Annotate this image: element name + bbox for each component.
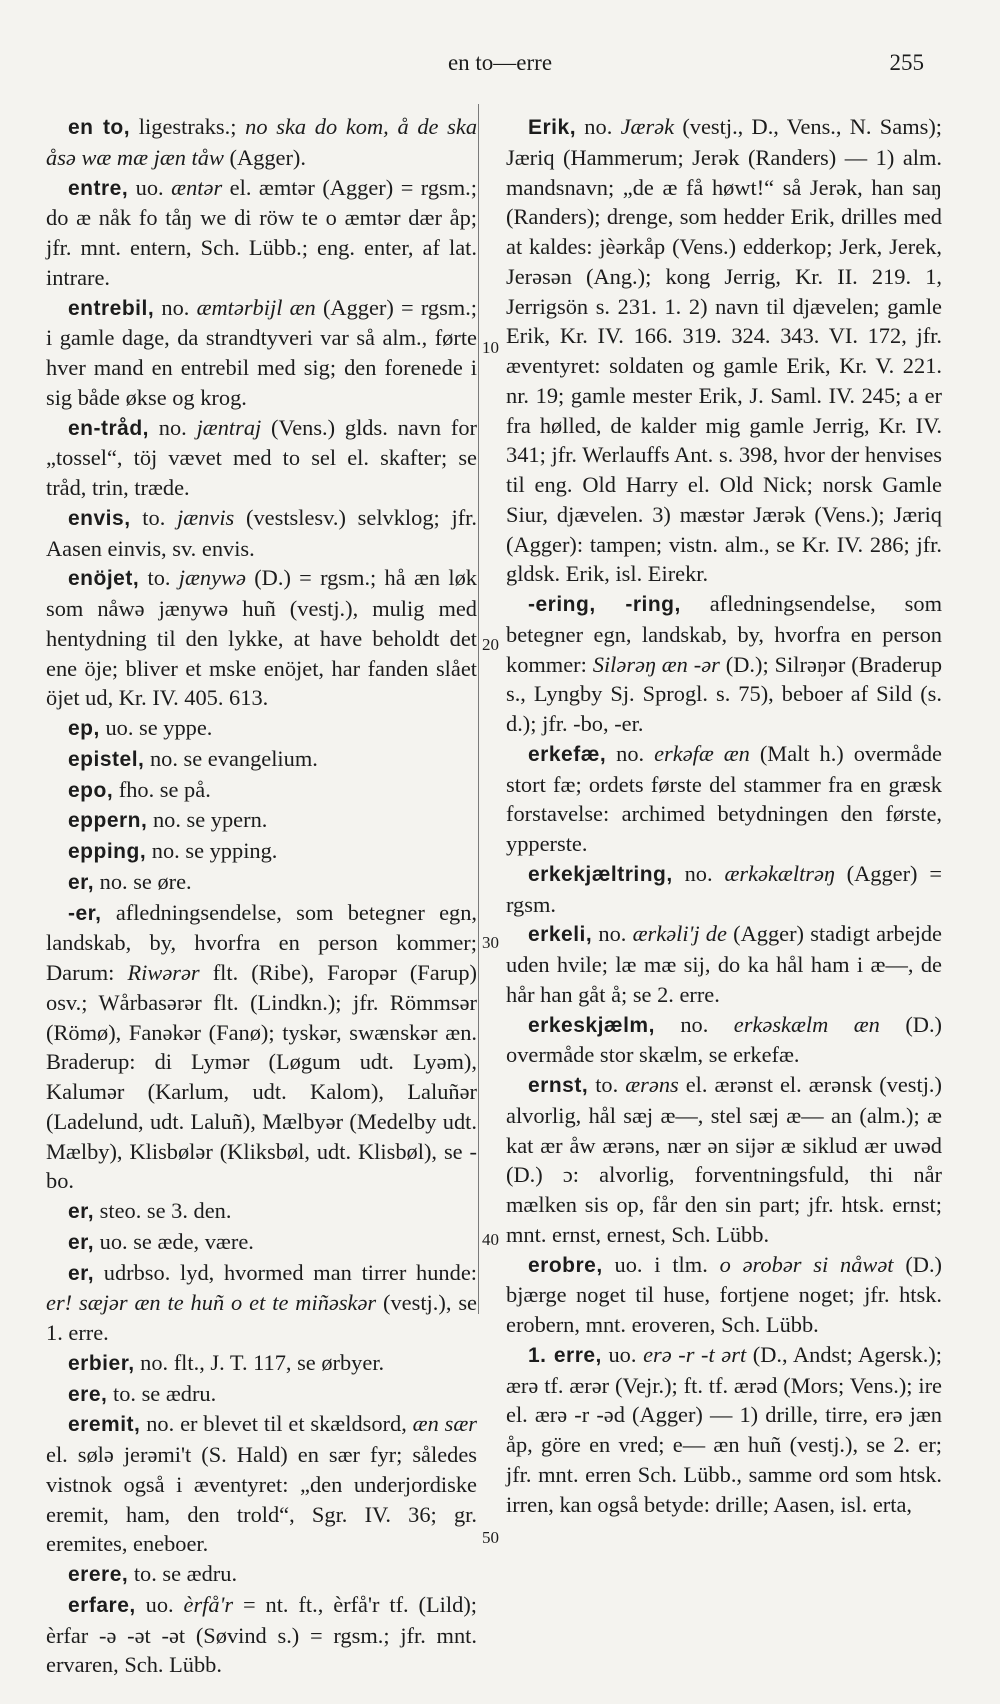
- entry-dialect-form: ærkəli'j de: [632, 921, 727, 947]
- dictionary-entry: [46, 173, 477, 293]
- entry-text: no. se ypping.: [146, 838, 278, 863]
- entry-text: (D.) = rgsm.; hå æn løk som nåwə jænywə huñ (vestj.), mulig med hentydning til den lykke, at have beholdt det ene öje; bliver et mske enöjet, har fanden slået öjet ud, Kr. IV. 405. 613.: [46, 565, 477, 711]
- entry-dialect-form: erkəfæ æn: [654, 740, 750, 766]
- entry-headword: erbier,: [68, 1351, 135, 1375]
- left-column: [46, 112, 477, 1680]
- entry-headword: erfare,: [68, 1593, 136, 1617]
- line-number-30: 30: [482, 933, 499, 952]
- dictionary-entry: [46, 898, 477, 1197]
- entry-text: no.: [154, 294, 197, 320]
- right-column: [506, 112, 942, 1519]
- entry-dialect-form: Jærək: [620, 114, 675, 139]
- entry-headword: er,: [68, 1261, 95, 1285]
- entry-headword: erobre,: [528, 1253, 603, 1277]
- entry-dialect-form: æn sær: [412, 1411, 477, 1437]
- entry-headword: er,: [68, 1230, 95, 1254]
- entry-text: udrbso. lyd, hvormed man tirrer hunde:: [94, 1259, 477, 1285]
- entry-dialect-form: èrfå'r: [183, 1591, 234, 1617]
- entry-headword: erkeskjælm,: [528, 1013, 655, 1037]
- entry-dialect-form: jænvis: [177, 504, 235, 530]
- entry-text: (vestj., D., Vens., N. Sams); Jæriq (Hammerum; Jerək (Randers) — 1) alm. mandsnavn; „de æ få høwt!“ så Jerək, han saŋ (Randers); drenge, som hedder Erik, drilles med at kaldes: jèərkåp (Vens.) edderkop; Jerk, Jerek, Jerəsən (Ang.); kong Jerrig, Kr. II. 219. 1, Jerrigsön s. 231. 1. 2) navn til djævelen; gamle Erik, Kr. IV. 166. 319. 324. 343. VI. 172, jfr. æventyret: soldaten og gamle Erik, Kr. V. 221. nr. 19; gamle mester Erik, J. Saml. IV. 245; a er fra hølled, de kalder mig gamle Jerrig, Kr. IV. 341; jfr. Werlauffs Ant. s. 398, hvor der henvises til eng. Old Harry el. Old Nick; norsk Gamle Siur, djævelen. 3) mæstər Jærək (Vens.); Jæriq (Agger): tampen; vistn. alm., se Kr. IV. 286; jfr. gldsk. Erik, isl. Eirekr.: [506, 114, 943, 587]
- running-head-title: en to—erre: [447, 50, 553, 75]
- entry-text: el. sølə jerəmi't (S. Hald) en sær fyr; således vistnok også i æventyret: „den underjordiske eremit, ham, den trold“, Sgr. IV. 36; gr. eremites, eneboer.: [46, 1442, 477, 1557]
- entry-dialect-form: Silərəŋ æn -ər: [592, 651, 720, 677]
- entry-dialect-form: ærkəkæltrəŋ: [724, 860, 835, 886]
- dictionary-entry: [46, 1258, 477, 1348]
- entry-text: no.: [592, 921, 633, 947]
- dictionary-entry: [506, 1010, 942, 1071]
- entry-headword: 1. erre,: [528, 1343, 602, 1367]
- line-number-40: 40: [482, 1230, 499, 1249]
- entry-text: to. se ædru.: [128, 1561, 238, 1586]
- entry-headword: envis,: [68, 506, 131, 530]
- entry-text: (D.) overmåde stor skælm, se erkefæ.: [506, 1011, 942, 1068]
- entry-text: (Agger) stadigt arbejde uden hvile; læ mæ sij, do ka hål ham i æ—, de hår han gåt å; se 2. erre.: [506, 921, 942, 1007]
- entry-headword: entrebil,: [68, 296, 155, 320]
- dictionary-entry: [46, 1348, 477, 1379]
- entry-headword: ernst,: [528, 1074, 589, 1097]
- dictionary-entry: [46, 293, 477, 413]
- dictionary-entry: [46, 1409, 477, 1559]
- entry-dialect-form: erə -r -t ərt: [643, 1341, 747, 1367]
- entry-text: no.: [576, 114, 621, 139]
- dictionary-entry: [46, 805, 477, 836]
- entry-text: uo. se yppe.: [99, 715, 213, 740]
- entry-text: uo. se æde, være.: [94, 1228, 254, 1254]
- entry-dialect-form: o ərobər si nåwət: [719, 1251, 894, 1277]
- line-number-50: 50: [482, 1528, 499, 1547]
- entry-headword: epping,: [68, 840, 147, 863]
- entry-text: no. se evangelium.: [144, 745, 318, 771]
- entry-headword: eremit,: [68, 1413, 141, 1437]
- dictionary-entry: [46, 744, 477, 775]
- entry-headword: Erik,: [528, 116, 577, 139]
- entry-dialect-form: æntər: [171, 174, 223, 200]
- entry-text: (Vens.) glds. navn for „tossel“, töj vævet med to sel el. skafter; se tråd, trin, træde.: [46, 414, 477, 500]
- dictionary-entry: [46, 563, 477, 713]
- entry-text: el. ærənst el. ærənsk (vestj.) alvorlig, hål sæj æ—, stel sæj æ— an (alm.); æ kat ær åw ærəns, nær ən sijər æ siklud ær uwəd (D.) ɔ: alvorlig, forventningsfuld, thi når mælken sis op, får den sin part; jfr. htsk. ernst; mnt. ernst, ernest, Sch. Lübb.: [506, 1072, 942, 1247]
- entry-headword: ere,: [68, 1382, 108, 1406]
- entry-text: to.: [139, 565, 179, 591]
- entry-text: (Agger) = rgsm.: [506, 860, 942, 917]
- entry-headword: epo,: [68, 778, 114, 802]
- entry-headword: en-tråd,: [68, 416, 150, 440]
- entry-headword: enöjet,: [68, 567, 140, 591]
- entry-dialect-form: jænywə: [178, 565, 246, 591]
- entry-headword: erkefæ,: [528, 742, 607, 766]
- entry-headword: er,: [68, 1200, 95, 1223]
- entry-text: no.: [654, 1011, 734, 1037]
- dictionary-entry: [46, 1227, 477, 1258]
- entry-dialect-form: ærəns: [625, 1072, 679, 1097]
- entry-text: (vestj.), se 1. erre.: [46, 1290, 477, 1345]
- entry-headword: -ering, -ring,: [528, 593, 681, 616]
- line-number-10: 10: [482, 338, 499, 357]
- entry-headword: en to,: [68, 116, 131, 139]
- entry-headword: entre,: [68, 176, 129, 200]
- entry-text: no. se øre.: [94, 868, 192, 894]
- entry-text: (Agger) = rgsm.; i gamle dage, da strandtyveri var så alm., førte hver mand en entrebil med sig; den forenede i sig både økse og krog.: [46, 294, 478, 410]
- entry-headword: epistel,: [68, 747, 145, 771]
- entry-text: uo.: [135, 1591, 184, 1617]
- page-number: 255: [889, 50, 924, 75]
- entry-text: flt. (Ribe), Faropər (Farup) osv.; Wårbasərər flt. (Lindkn.); jfr. Römmsər (Römø), Fanəkər (Fanø); tyskər, swænskər æn. Braderup: di Lymər (Løgum udt. Lyəm), Kalumər (Karlum, udt. Kalom), Laluñər (Ladelund, udt. Laluñ), Mælbyər (Medelby udt. Mælby), Klisbølər (Kliksbøl, udt. Klisbøl), se -bo.: [46, 960, 478, 1194]
- dictionary-entry: [46, 503, 477, 564]
- dictionary-entry: [46, 867, 477, 898]
- entry-dialect-form: er! sæjər æn te huñ o et te miñəskər: [46, 1290, 377, 1316]
- dictionary-entry: [506, 739, 942, 859]
- entry-text: = nt. ft., èrfå'r tf. (Lild); èrfar -ə -ət -ət (Søvind s.) = rgsm.; jfr. mnt. ervaren, Sch. Lübb.: [46, 1591, 477, 1678]
- dictionary-entry: [46, 1590, 477, 1680]
- entry-headword: eppern,: [68, 809, 148, 833]
- entry-text: uo.: [128, 174, 172, 200]
- entry-text: afledningsendelse, som betegner egn, landskab, by, hvorfra en person kommer; Darum:: [46, 899, 477, 985]
- line-number-20: 20: [482, 635, 499, 654]
- dictionary-entry: [506, 112, 942, 589]
- dictionary-entry: [46, 775, 477, 806]
- entry-text: no. flt., J. T. 117, se ørbyer.: [134, 1349, 385, 1375]
- entry-text: (vestslesv.) selvklog; jfr. Aasen einvis, sv. envis.: [46, 504, 477, 561]
- entry-text: uo.: [601, 1341, 644, 1367]
- entry-dialect-form: erkəskælm æn: [733, 1011, 880, 1037]
- entry-text: (D., Andst; Agersk.); ærə tf. ærər (Vejr.); ft. tf. ærəd (Mors; Vens.); ire el. ærə -r -əd (Agger) — 1) drille, tirre, erə jæn åp, göre en vred; e— æn huñ (vestj.), se 2. er; jfr. mnt. erren Sch. Lübb., samme ord som htsk. irren, kan også betyde: drille; Aasen, isl. erta,: [506, 1341, 942, 1517]
- entry-headword: ep,: [68, 717, 100, 740]
- entry-text: (D.) bjærge noget til huse, fortjene noget; jfr. htsk. erobern, mnt. eroveren, Sch. Lübb.: [506, 1251, 943, 1337]
- entry-text: afledningsendelse, som betegner egn, landskab, by, hvorfra en person kommer:: [506, 591, 942, 677]
- entry-text: (Agger).: [223, 144, 306, 170]
- dictionary-entry: [46, 112, 477, 173]
- entry-dialect-form: jæntraj: [196, 414, 262, 440]
- entry-headword: -er,: [68, 901, 102, 925]
- entry-text: fho. se på.: [113, 776, 211, 802]
- entry-text: el. æmtər (Agger) = rgsm.; do æ nåk fo tåŋ we di röw te o æmtər dær åp; jfr. mnt. entern, Sch. Lübb.; eng. enter, af lat. intrare.: [46, 174, 478, 290]
- dictionary-entry: [506, 1340, 942, 1520]
- dictionary-entry: [46, 836, 477, 867]
- entry-text: uo. i tlm.: [602, 1251, 720, 1277]
- entry-text: no.: [606, 740, 655, 766]
- dictionary-entry: [46, 413, 477, 503]
- entry-text: to.: [588, 1072, 626, 1097]
- dictionary-entry: [46, 713, 477, 744]
- entry-text: no. er blevet til et skældsord,: [140, 1411, 413, 1437]
- entry-dialect-form: æmtərbijl æn: [196, 294, 316, 320]
- entry-text: steo. se 3. den.: [94, 1198, 232, 1223]
- entry-text: (D.); Silrəŋər (Braderup s., Lyngby Sj. Sprogl. s. 75), beboer af Sild (s. d.); jfr. -bo, -er.: [506, 651, 943, 736]
- dictionary-entry: [46, 1196, 477, 1227]
- entry-headword: erkeli,: [528, 923, 593, 947]
- column-divider: [478, 104, 479, 1314]
- entry-dialect-form: Riwərər: [127, 960, 200, 985]
- entry-text: (Malt h.) overmåde stort fæ; ordets første del stammer fra en græsk forstavelse: archimed betydningen den første, ypperste.: [506, 740, 942, 856]
- dictionary-entry: [506, 919, 942, 1009]
- dictionary-entry: [506, 1250, 942, 1340]
- entry-headword: er,: [68, 870, 95, 894]
- entry-text: no. se ypern.: [147, 807, 268, 833]
- entry-dialect-form: no ska do kom, å de ska åsə wæ mæ jæn tåw: [46, 114, 478, 170]
- entry-text: ligestraks.;: [130, 114, 246, 139]
- dictionary-entry: [46, 1379, 477, 1410]
- entry-text: to. se ædru.: [107, 1380, 217, 1406]
- entry-text: no.: [149, 414, 197, 440]
- dictionary-entry: [506, 589, 942, 739]
- dictionary-entry: [506, 859, 942, 920]
- entry-headword: erere,: [68, 1563, 129, 1586]
- dictionary-entry: [46, 1559, 477, 1590]
- entry-headword: erkekjæltring,: [528, 862, 673, 886]
- entry-text: no.: [672, 860, 725, 886]
- dictionary-entry: [506, 1070, 942, 1250]
- entry-text: to.: [130, 504, 178, 530]
